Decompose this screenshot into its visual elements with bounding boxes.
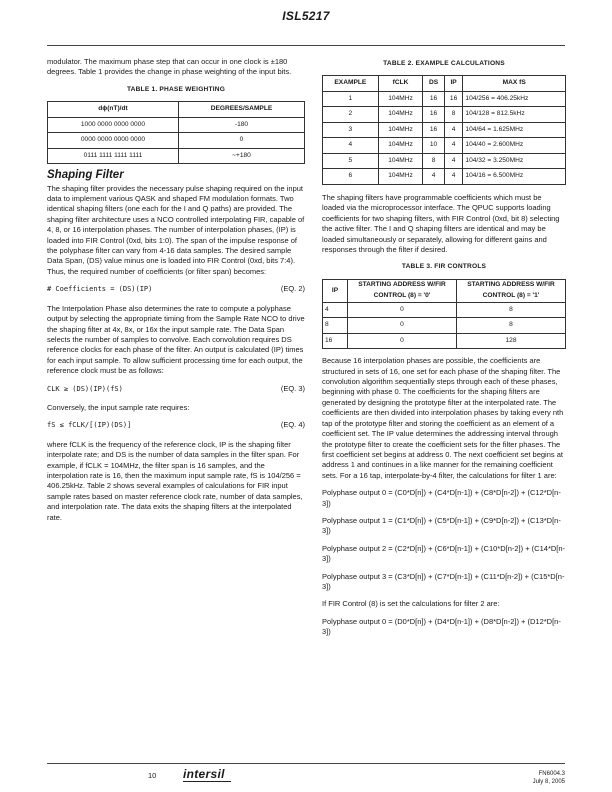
phases-paragraph: Because 16 interpolation phases are possible, the coefficients are structured in sets of 16, one set for each phase of the shaping filter. The convolution algorithm sequentially steps through each of these phases, beginning with phase 0. The coefficients for the shaping filters are generated by designing the prototype filter at the interpolated rate. The coefficients are then divided into interpolation phases by taking every nth tap of the prototype filter and storing the coefficient as an element of a coefficient set. The IP value determines the addressing interval through the prototype filter to create the coefficient sets for the filter phases. The first coefficient set begins at address 0. The next coefficient set begins at address 1 and continues in a like manner for the remaining coefficient sets. For a 16 tap, interpolate-by-4 filter, the calculations for filter 1 are: xyxy=(322,356,564,480)
table3-fir-controls xyxy=(322,279,566,350)
table3-cell: 0 xyxy=(348,302,457,318)
table2-header: EXAMPLE xyxy=(323,76,379,92)
table1-caption: TABLE 1. PHASE WEIGHTING xyxy=(126,85,226,93)
table2-cell: 16 xyxy=(423,122,444,138)
table2-cell: 104MHz xyxy=(378,138,423,154)
shaping-paragraph-3: Conversely, the input sample rate requires: xyxy=(47,402,190,412)
table2-cell: 4 xyxy=(444,138,463,154)
table2-cell: 104MHz xyxy=(378,153,423,169)
table2-cell: 104/32 = 3.250MHz xyxy=(463,153,566,169)
table3-caption: TABLE 3. FIR CONTROLS xyxy=(401,263,487,271)
table-row xyxy=(323,153,566,169)
header-title: ISL5217 xyxy=(282,9,330,23)
table-row xyxy=(323,318,566,334)
table2-header: MAX fS xyxy=(463,76,566,92)
table1-cell: 0 xyxy=(178,133,304,149)
header-rule xyxy=(47,45,565,46)
left-column xyxy=(47,57,305,530)
table1-header: dϕ(nT)/dt xyxy=(48,102,179,118)
table2-cell: 6 xyxy=(323,169,379,185)
table3-cell: 8 xyxy=(323,318,348,334)
table2-cell: 5 xyxy=(323,153,379,169)
table2-cell: 16 xyxy=(423,91,444,107)
table3-cell: 128 xyxy=(457,333,566,349)
table2-header: fCLK xyxy=(378,76,423,92)
table1-header: DEGREES/SAMPLE xyxy=(178,102,304,118)
table2-cell: 8 xyxy=(423,153,444,169)
footer-rule xyxy=(47,763,565,764)
table2-cell: 104MHz xyxy=(378,169,423,185)
table2-cell: 4 xyxy=(323,138,379,154)
eq2-label: (EQ. 2) xyxy=(280,284,305,294)
polyphase-output-filter2: Polyphase output 0 = (D0*D[n]) + (D4*D[n-1]) + (D8*D[n-2]) + (D12*D[n-3]) xyxy=(322,616,561,637)
polyphase-output-3: Polyphase output 3 = (C3*D[n]) + (C7*D[n-1]) + (C11*D[n-2]) + (C15*D[n-3]) xyxy=(322,571,565,591)
table-row xyxy=(323,107,566,123)
right-column xyxy=(322,57,566,645)
table2-cell: 104/40 = 2.600MHz xyxy=(463,138,566,154)
polyphase-output-0: Polyphase output 0 = (C0*D[n]) + (C4*D[n-1]) + (C8*D[n-2]) + (C12*D[n-3]) xyxy=(322,488,561,508)
table2-cell: 104/256 = 406.25kHz xyxy=(463,91,566,107)
table3-header: IP xyxy=(323,279,348,302)
table2-example-calculations xyxy=(322,75,566,185)
table-row xyxy=(323,333,566,349)
table2-cell: 8 xyxy=(444,107,463,123)
table2-cell: 16 xyxy=(423,107,444,123)
table3-header: STARTING ADDRESS W/FIR CONTROL (8) = '0' xyxy=(348,279,457,302)
polyphase-output-1: Polyphase output 1 = (C1*D[n]) + (C5*D[n-1]) + (C9*D[n-2]) + (C13*D[n-3]) xyxy=(322,515,561,536)
eq3-formula: CLK ≥ (DS)(IP)(fS) xyxy=(47,384,123,393)
eq4-formula: fS ≤ fCLK/[(IP)(DS)] xyxy=(47,421,132,430)
table2-cell: 104/16 = 6.500MHz xyxy=(463,169,566,185)
table2-cell: 10 xyxy=(423,138,444,154)
table2-cell: 1 xyxy=(323,91,379,107)
page-number: 10 xyxy=(148,771,157,780)
table1-cell: 1000 0000 0000 0000 xyxy=(48,117,179,133)
table1-cell: 0111 1111 1111 1111 xyxy=(48,148,179,164)
logo-underline xyxy=(183,781,231,782)
shaping-paragraph-4: where fCLK is the frequency of the reference clock, IP is the shaping filter interpolate rate; and DS is the number of data samples in the filter span. For example, if fCLK = 104MHz, the filter span is 16 samples, and the interpolation rate is 16, then the maximum input sample rate, fS is 104/256 = 406.25kHz. Table 2 shows several examples of calculations for FIR input sample rates based on master reference clock rate, number of data samples, and interpolation rate. The data exits the shaping filters at the interpolated rate. xyxy=(47,439,303,522)
table-row xyxy=(48,133,305,149)
table2-header: IP xyxy=(444,76,463,92)
table2-cell: 104MHz xyxy=(378,122,423,138)
document-id xyxy=(533,771,565,786)
equation-2 xyxy=(47,284,305,294)
table2-header: DS xyxy=(423,76,444,92)
table1-cell: -180 xyxy=(178,117,304,133)
table2-cell: 2 xyxy=(323,107,379,123)
table2-cell: 4 xyxy=(444,153,463,169)
polyphase-output-2: Polyphase output 2 = (C2*D[n]) + (C6*D[n-1]) + (C10*D[n-2]) + (C14*D[n-3]) xyxy=(322,543,566,564)
table2-cell: 104/128 = 812.5kHz xyxy=(463,107,566,123)
doc-number: FN6004.3 xyxy=(538,771,565,777)
section-title: Shaping Filter xyxy=(47,169,124,182)
table-row xyxy=(323,302,566,318)
shaping-paragraph-1: The shaping filter provides the necessary pulse shaping required on the input data to implement various QASK and shaped FM modulation formats. Two identical shaping filters (one each for the I and Q paths) are provided. The shaping filter architecture uses a NCO controlled interpolating FIR, capable of 4, 8, or 16 interpolation phases. The number of interpolation phases, (IP) is loaded into FIR Control (0xd, bits 1:0). The span of the impulse response of the polyphase filter can vary from 4-16 data samples. The desired sample Data Span, (DS) value minus one is loaded into FIR Control (0xd, bits 7:4). Thus, the required number of coefficients (or filter span) becomes: xyxy=(47,183,305,276)
table2-cell: 104/64 = 1.625MHz xyxy=(463,122,566,138)
table-row xyxy=(323,138,566,154)
table2-cell: 3 xyxy=(323,122,379,138)
table3-cell: 8 xyxy=(457,318,566,334)
intro-paragraph: modulator. The maximum phase step that can occur in one clock is ±180 degrees. Table 1 provides the change in phase weighting of the input bits. xyxy=(47,57,292,77)
table3-cell: 8 xyxy=(457,302,566,318)
equation-3 xyxy=(47,384,305,394)
eq4-label: (EQ. 4) xyxy=(280,420,305,430)
table1-cell: 0000 0000 0000 0000 xyxy=(48,133,179,149)
table-row xyxy=(323,169,566,185)
table3-header: STARTING ADDRESS W/FIR CONTROL (8) = '1' xyxy=(457,279,566,302)
table-row xyxy=(323,91,566,107)
table3-cell: 0 xyxy=(348,318,457,334)
table2-cell: 16 xyxy=(444,91,463,107)
filter2-paragraph: If FIR Control (8) is set the calculations for filter 2 are: xyxy=(322,599,500,609)
doc-date: July 8, 2005 xyxy=(532,778,565,785)
table3-cell: 4 xyxy=(323,302,348,318)
intersil-logo: intersil xyxy=(183,767,225,781)
table2-cell: 4 xyxy=(444,169,463,185)
shaping-paragraph-2: The Interpolation Phase also determines the rate to compute a polyphase output by selecting the appropriate timing from the Sample Rate NCO to drive the shaping filter at 4x, 8x, or 16x the input sample rate. The Data Span selects the number of samples to convolve. Each convolution requires DS reference clocks for each phase of the filter. An output is calculated (IP) times for each input sample. To allow sufficient processing time for each output, the reference clock must be as follows: xyxy=(47,303,305,376)
table2-cell: 104MHz xyxy=(378,91,423,107)
table-row xyxy=(48,148,305,164)
table-row xyxy=(323,122,566,138)
table2-cell: 4 xyxy=(423,169,444,185)
table-row xyxy=(48,117,305,133)
coefficients-paragraph: The shaping filters have programmable coefficients which must be loaded via the microprocessor interface. The QPUC supports loading coefficients for two shaping filters, with FIR Control (0xd, bit 8) selecting the active filter. The I and Q shaping filters are identical and may be loaded simultaneously or separately, allowing for different gains and responses through the filter if desired. xyxy=(322,192,560,254)
table3-cell: 16 xyxy=(323,333,348,349)
table3-cell: 0 xyxy=(348,333,457,349)
table1-phase-weighting xyxy=(47,101,305,164)
eq3-label: (EQ. 3) xyxy=(280,383,305,393)
table2-caption: TABLE 2. EXAMPLE CALCULATIONS xyxy=(383,60,505,67)
eq2-formula: # Coefficients = (DS)(IP) xyxy=(47,285,153,294)
table2-cell: 4 xyxy=(444,122,463,138)
table2-cell: 104MHz xyxy=(378,107,423,123)
equation-4 xyxy=(47,420,305,430)
table1-cell: ~+180 xyxy=(178,148,304,164)
